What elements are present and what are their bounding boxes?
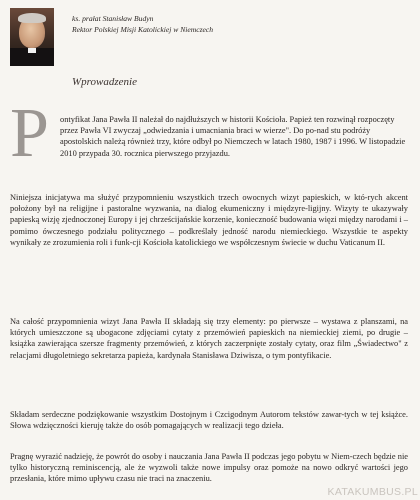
drop-cap: P — [10, 95, 49, 172]
paragraph-5: Pragnę wyrazić nadzieję, że powrót do osoby i nauczania Jana Pawła II podczas jego pobytu w Niem-czech będzie nie tylko historyczną reminiscencją, ale że wyzwoli także nowe impulsy oraz pomoże na nowo odkryć wartości jego przesłania, które mimo upływu czasu nie traci na znaczeniu. — [10, 452, 408, 484]
paragraph-3: Na całość przypomnienia wizyt Jana Pawła II składają się trzy elementy: po pierwsze – wystawa z planszami, na których umieszczone są ubogacone zdjęciami cytaty z przemówień papieskich na niemieckiej ziemi, po drugie – książka zawierająca szersze fragmenty przemówień, z których zaczerpnięte zostały cytaty, oraz film „Świadectwo" z relacjami długoletniego sekretarza papieża, kardynała Stanisława Dziwisza, o tym pontyfikacie. — [10, 317, 408, 360]
watermark: KATAKUMBUS.PL — [327, 486, 418, 498]
portrait-hair — [18, 13, 46, 23]
author-role: Rektor Polskiej Misji Katolickiej w Niemczech — [72, 24, 214, 34]
author-name: ks. prałat Stanisław Budyn — [72, 14, 154, 23]
section-title: Wprowadzenie — [72, 76, 137, 88]
portrait-collar — [28, 48, 36, 53]
paragraph-4: Składam serdeczne podziękowanie wszystkim Dostojnym i Czcigodnym Autorom tekstów zawar-tych w tej książce. Słowa wdzięczności kieruję także do osób pomagających w realizacji tego dzieła. — [10, 410, 408, 431]
author-portrait — [10, 8, 54, 66]
author-caption — [72, 14, 213, 35]
paragraph-1: ontyfikat Jana Pawła II należał do najdłuższych w historii Kościoła. Papież ten rozwinął rozpoczęty przez Pawła VI zwyczaj „odwiedzania i umacniania braci w wierze". Do po-nad stu podróży apostolskich należą również trzy, które odbył po Niemczech w latach 1980, 1987 i 1996. W listopadzie 2010 przypada 30. rocznica pierwszego przyjazdu. — [60, 115, 406, 158]
paragraph-2: Niniejsza inicjatywa ma służyć przypomnieniu wszystkich trzech owocnych wizyt papieskich, w któ-rych akcent położony był na religijne i pastoralne wyzwania, na dialog ekumeniczny i międzyre-ligijny. Wizyty te ukazywały papieską wizję zjednoczonej Europy i jej chrześcijańskie korzenie, konieczność budowania więzi między narodami i – pomimo ówczesnego podziału politycznego – podkreślały jedność narodu niemieckiego. Wszystkie te aspekty wynikały ze zrozumienia roli i funk-cji Kościoła katolickiego we współczesnym świecie w duchu Vaticanum II. — [10, 193, 408, 247]
